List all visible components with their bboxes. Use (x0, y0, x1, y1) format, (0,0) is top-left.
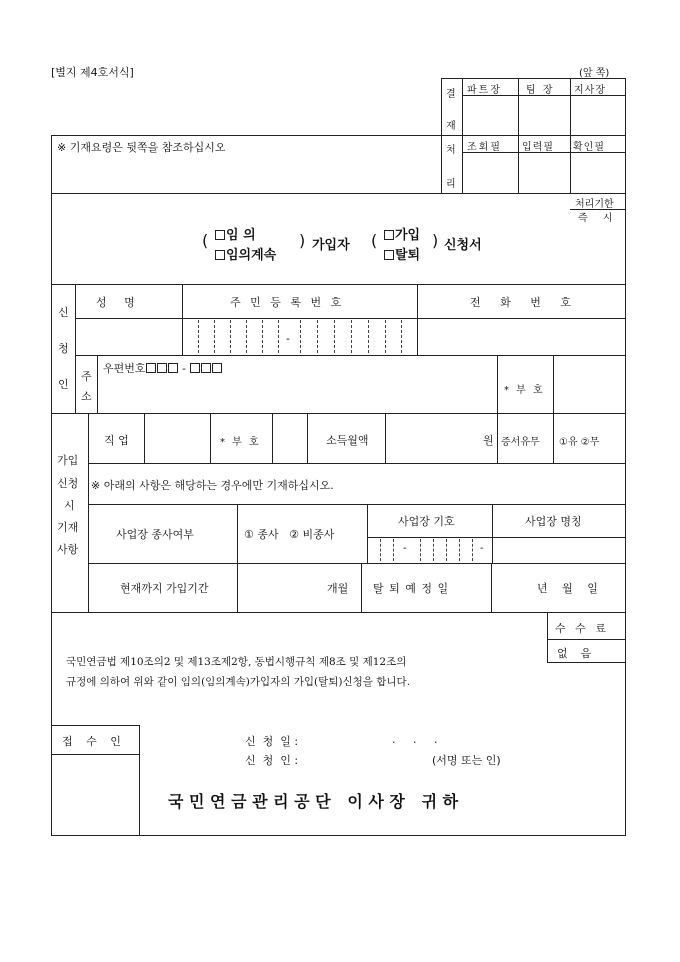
deadline-value: 즉 시 (578, 213, 619, 224)
workplace-code-label: 사업장 기호 (398, 515, 455, 528)
approval-confirm: 확인필 (573, 142, 605, 153)
won-unit: 원 (483, 434, 494, 447)
certificate-label: 증서유무 (501, 437, 540, 448)
workplace-options[interactable]: ① 종사 ② 비종사 (244, 528, 335, 541)
address-code-label: * 부 호 (504, 385, 545, 396)
title-member: 가입자 (312, 238, 350, 253)
declaration-line-1: 국민연금법 제10조의2 및 제13조제2항, 동법시행규칙 제8조 및 제12조의 (66, 656, 407, 668)
approval-input: 입력필 (522, 142, 554, 153)
approval-team-leader: 팀 장 (526, 85, 555, 96)
page-side-label: (앞 쪽) (579, 68, 610, 79)
period-label: 현재까지 가입기간 (120, 582, 209, 595)
approval-part-leader: 파트장 (467, 85, 502, 96)
form-reference: [별지 제4호서식] (51, 66, 134, 79)
job-code-label: * 부 호 (220, 437, 261, 448)
receipt-stamp-area[interactable] (60, 757, 136, 833)
application-date-field[interactable]: . . . (392, 733, 438, 746)
certificate-options[interactable]: ①유 ②무 (559, 437, 600, 448)
title-option-withdraw: 탈퇴 (395, 248, 421, 263)
withdraw-date-units: 년 월 일 (537, 582, 599, 595)
rrn-dash: - (286, 332, 290, 345)
application-date-label: 신 청 일 : (245, 735, 299, 748)
income-label: 소득월액 (326, 434, 369, 447)
name-header: 성 명 (96, 296, 135, 309)
title-option-voluntary: 임 의 (226, 228, 256, 243)
declaration-line-2: 규정에 의하여 위와 같이 임의(임의계속)가입자의 가입(탈퇴)신청을 합니다. (66, 676, 411, 688)
phone-header: 전 화 번 호 (470, 296, 579, 309)
job-label: 직 업 (104, 434, 129, 447)
title-option-join: 가입 (395, 228, 421, 243)
fee-label: 수 수 료 (555, 622, 609, 635)
title-option-continuing: 임의계속 (226, 248, 277, 263)
withdraw-date-label: 탈 퇴 예 정 일 (373, 582, 450, 595)
signature-field[interactable]: (서명 또는 인) (432, 754, 501, 767)
deadline-label: 처리기한 (575, 199, 614, 210)
workplace-name-label: 사업장 명칭 (525, 515, 582, 528)
workplace-label: 사업장 종사여부 (116, 528, 194, 541)
conditional-notice: ※ 아래의 사항은 해당하는 경우에만 기재하십시오. (91, 479, 334, 492)
approval-branch-head: 지사장 (574, 85, 606, 96)
months-unit: 개월 (327, 582, 349, 595)
applicant-sign-label: 신 청 인 : (245, 754, 299, 767)
fee-value: 없 음 (557, 647, 594, 660)
instruction-note: ※ 기재요령은 뒷쪽을 참조하십시오 (57, 141, 226, 154)
rrn-header: 주 민 등 록 번 호 (230, 296, 345, 309)
approval-inquiry: 조회필 (467, 142, 502, 153)
postal-code-field[interactable]: 우편번호 - (103, 360, 223, 376)
receipt-label: 접 수 인 (62, 735, 126, 748)
title-suffix: 신청서 (444, 238, 482, 253)
addressee: 국 민 연 금 관 리 공 단 이 사 장 귀 하 (168, 792, 459, 811)
